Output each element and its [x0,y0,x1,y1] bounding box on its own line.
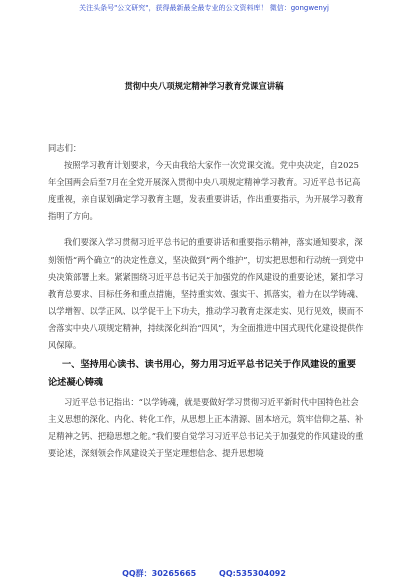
qq-number-text: QQ:535304092 [219,569,286,578]
document-title: 贯彻中央八项规定精神学习教育党课宣讲稿 [124,81,284,91]
footer-contact [0,568,408,579]
qq-group-text: QQ群：30265665 [122,569,197,578]
paragraph: 我们要深入学习贯彻习近平总书记的重要讲话和重要指示精神，落实通知要求，深刻领悟“两个确立”的决定性意义，坚决做到“两个维护”，切实把思想和行动统一到党中央决策部署上来。紧紧围绕习近平总书记关于加强党的作风建设的重要论述，紧扣学习教育总要求、目标任务和重点措施，坚持重实效、强实干、抓落实，着力在以学铸魂、以学增智、以学正风、以学促干上下功夫，推动学习教育走深走实、见行见效，锲而不舍落实中央八项规定精神，持续深化纠治“四风”，为全面推进中国式现代化建设提供作风保障。 [48,237,364,351]
top-banner: 关注头条号"公文研究"，获得最新最全最专业的公文资料库！ 微信：gongwenyj [79,4,329,12]
paragraph: 按照学习教育计划要求，今天由我给大家作一次党课交流。党中央决定，自2025年全国两会后至7月在全党开展深入贯彻中央八项规定精神学习教育。习近平总书记高度重视，亲自谋划确定学习教育主题，发表重要讲话，作出重要指示，为开展学习教育指明了方向。 [48,160,364,222]
document-body [48,140,364,463]
section-heading: 一、坚持用心读书、读书用心，努力用习近平总书记关于作风建设的重要论述凝心铸魂 [48,359,356,389]
paragraph: 习近平总书记指出：“以学铸魂，就是要做好学习贯彻习近平新时代中国特色社会主义思想的深化、内化、转化工作，从思想上正本清源、固本培元，筑牢信仰之基、补足精神之钙、把稳思想之舵。”我们要自觉学习习近平总书记关于加强党的作风建设的重要论述，深刻领会作风建设关于坚定理想信念、提升思想境 [48,397,364,459]
salutation: 同志们： [48,143,82,153]
